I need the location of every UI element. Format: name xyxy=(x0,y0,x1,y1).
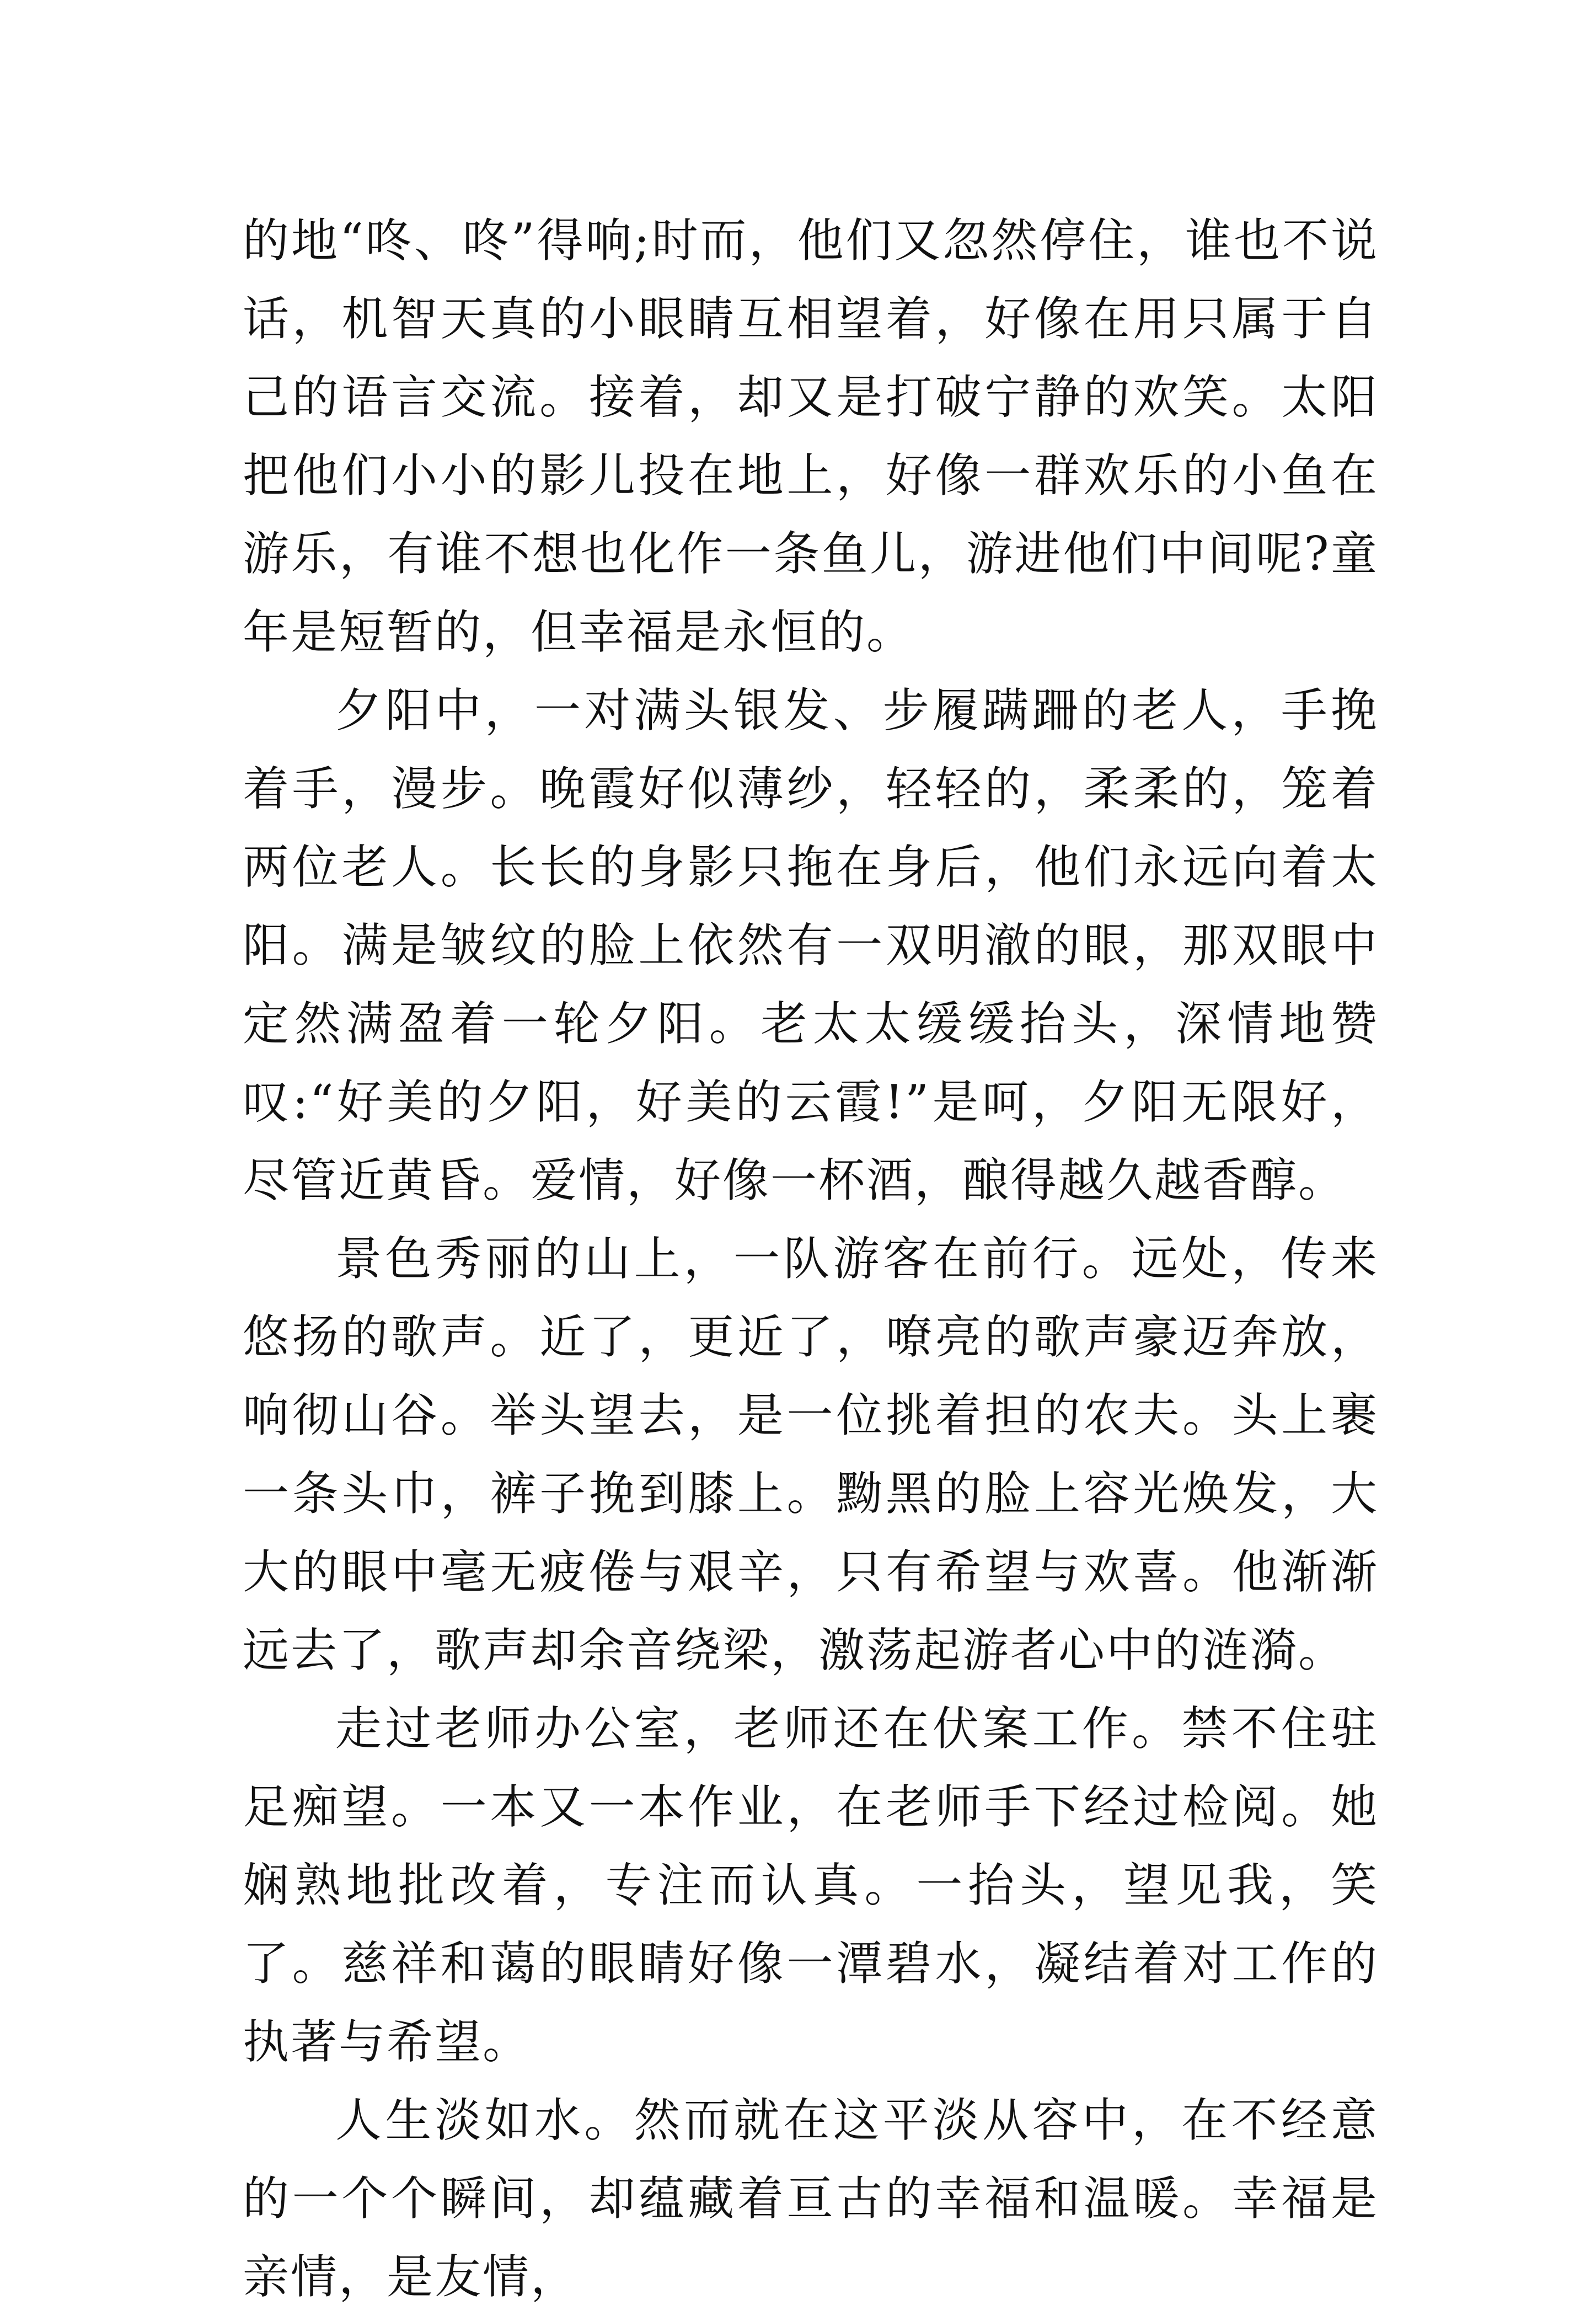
paragraph-teacher: 走过老师办公室，老师还在伏案工作。禁不住驻足痴望。一本又一本作业，在老师手下经过检阅。她娴熟地批改着，专注而认真。一抬头，望见我，笑了。慈祥和蔼的眼睛好像一潭碧水，凝结着对工作的执著与希望。 xyxy=(243,1702,1379,2069)
article-body xyxy=(243,201,1379,2316)
paragraph-elderly-couple: 夕阳中，一对满头银发、步履蹒跚的老人，手挽着手，漫步。晚霞好似薄纱，轻轻的，柔柔的，笼着两位老人。长长的身影只拖在身后，他们永远向着太阳。满是皱纹的脸上依然有一双明澈的眼，那双眼中定然满盈着一轮夕阳。老太太缓缓抬头，深情地赞叹:“好美的夕阳，好美的云霞!”是呵，夕阳无限好，尽管近黄昏。爱情，好像一杯酒，酿得越久越香醇。 xyxy=(243,683,1379,1207)
paragraph-childhood: 的地“咚、咚”得响;时而，他们又忽然停住，谁也不说话，机智天真的小眼睛互相望着，好像在用只属于自己的语言交流。接着，却又是打破宁静的欢笑。太阳把他们小小的影儿投在地上，好像一群欢乐的小鱼在游乐，有谁不想也化作一条鱼儿，游进他们中间呢?童年是短暂的，但幸福是永恒的。 xyxy=(243,213,1379,659)
paragraph-farmer-song: 景色秀丽的山上，一队游客在前行。远处，传来悠扬的歌声。近了，更近了，嘹亮的歌声豪迈奔放，响彻山谷。举头望去，是一位挑着担的农夫。头上裹一条头巾，裤子挽到膝上。黝黑的脸上容光焕发，大大的眼中毫无疲倦与艰辛，只有希望与欢喜。他渐渐远去了，歌声却余音绕梁，激荡起游者心中的涟漪。 xyxy=(243,1232,1379,1677)
paragraph-life-happiness: 人生淡如水。然而就在这平淡从容中，在不经意的一个个瞬间，却蕴藏着亘古的幸福和温暖。幸福是亲情，是友情， xyxy=(243,2093,1379,2304)
